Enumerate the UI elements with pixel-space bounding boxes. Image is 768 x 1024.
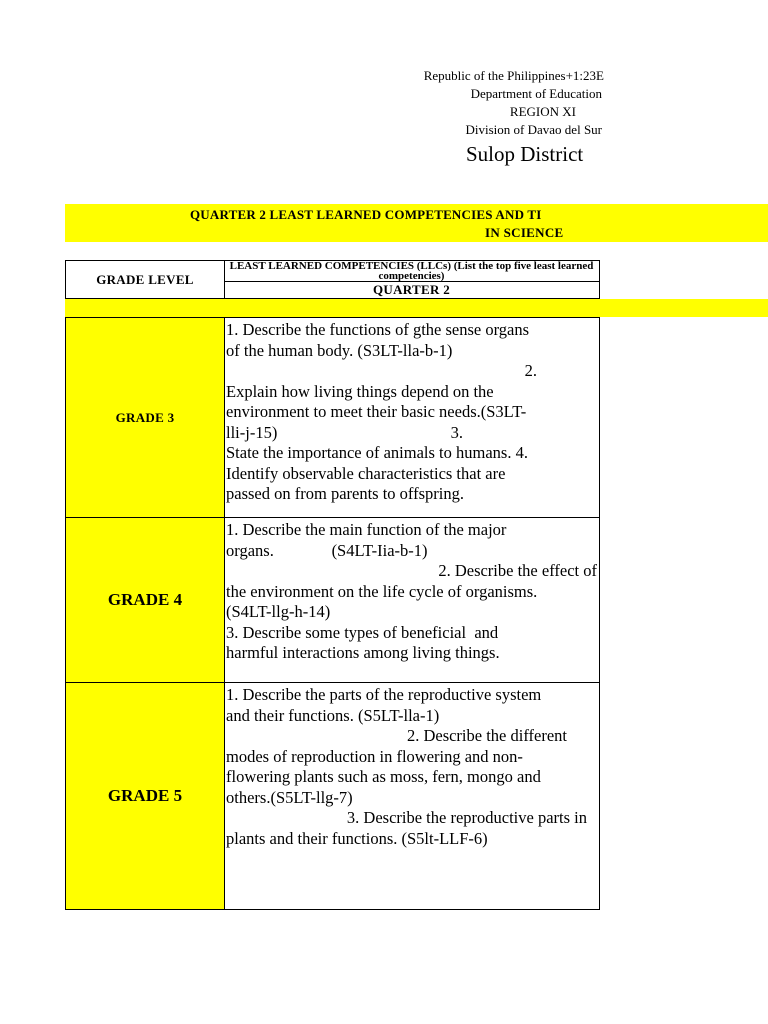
competency-line: and their functions. (S5LT-lla-1)	[226, 705, 440, 725]
competency-line: 2. Describe the different	[406, 726, 567, 745]
banner-title-line1: QUARTER 2 LEAST LEARNED COMPETENCIES AND TI	[190, 207, 542, 222]
competency-line: (S4LT-llg-h-14)	[226, 602, 331, 621]
table-row	[65, 517, 600, 683]
competency-line: others.(S5LT-llg-7)	[226, 787, 353, 807]
competency-line: 3. Describe the reproductive parts in	[346, 808, 587, 827]
competency-line: flowering plants such as moss, fern, mongo and	[226, 767, 541, 786]
header-republic: Republic of the Philippines+1:23E	[423, 68, 604, 83]
header-region: REGION XI	[509, 104, 576, 119]
competency-line: the environment on the life cycle of organisms.	[226, 581, 538, 601]
table-row	[65, 682, 600, 910]
competency-line: plants and their functions. (S5lt-LLF-6)	[226, 828, 488, 848]
competency-line: organs. (S4LT-Iia-b-1)	[226, 540, 428, 560]
header-division: Division of Davao del Sur	[465, 122, 602, 137]
competency-line: 2.	[524, 361, 537, 380]
header-department: Department of Education	[470, 86, 602, 101]
table-row	[65, 317, 600, 518]
competencies-cell	[226, 685, 597, 849]
competency-line: 1. Describe the main function of the major	[226, 520, 507, 539]
column-header-llc: LEAST LEARNED COMPETENCIES (LLCs) (List the top five least learned competencies)	[224, 261, 599, 282]
header-district: Sulop District	[466, 142, 584, 166]
competency-line: Identify observable characteristics that are	[226, 463, 506, 483]
competency-line: 3. Describe some types of beneficial and	[226, 622, 499, 642]
yellow-separator	[65, 299, 768, 317]
competency-line: environment to meet their basic needs.(S3LT-	[226, 402, 527, 421]
grade-cell: GRADE 3	[66, 318, 225, 517]
column-header-quarter: QUARTER 2	[373, 282, 450, 297]
title-banner	[65, 204, 768, 242]
column-header-grade-level: GRADE LEVEL	[66, 261, 225, 298]
competencies-cell	[226, 320, 597, 505]
competency-line: harmful interactions among living things.	[226, 643, 500, 662]
competency-line: passed on from parents to offspring.	[226, 484, 464, 503]
grade-cell: GRADE 4	[66, 518, 225, 682]
grade-cell: GRADE 5	[66, 683, 225, 909]
competency-line: lli-j-15) 3.	[226, 422, 463, 442]
table-header-row	[65, 260, 600, 299]
competency-line: of the human body. (S3LT-lla-b-1)	[226, 340, 453, 360]
competency-line: modes of reproduction in flowering and non-	[226, 746, 523, 766]
competency-line: 2. Describe the effect of	[438, 561, 597, 580]
competency-line: State the importance of animals to humans. 4.	[226, 443, 528, 462]
competency-line: Explain how living things depend on the	[226, 381, 494, 401]
competency-line: 1. Describe the functions of gthe sense organs	[226, 320, 530, 339]
banner-title-line2: IN SCIENCE	[485, 225, 564, 240]
competency-line: 1. Describe the parts of the reproductive system	[226, 685, 542, 704]
competencies-cell	[226, 520, 597, 664]
